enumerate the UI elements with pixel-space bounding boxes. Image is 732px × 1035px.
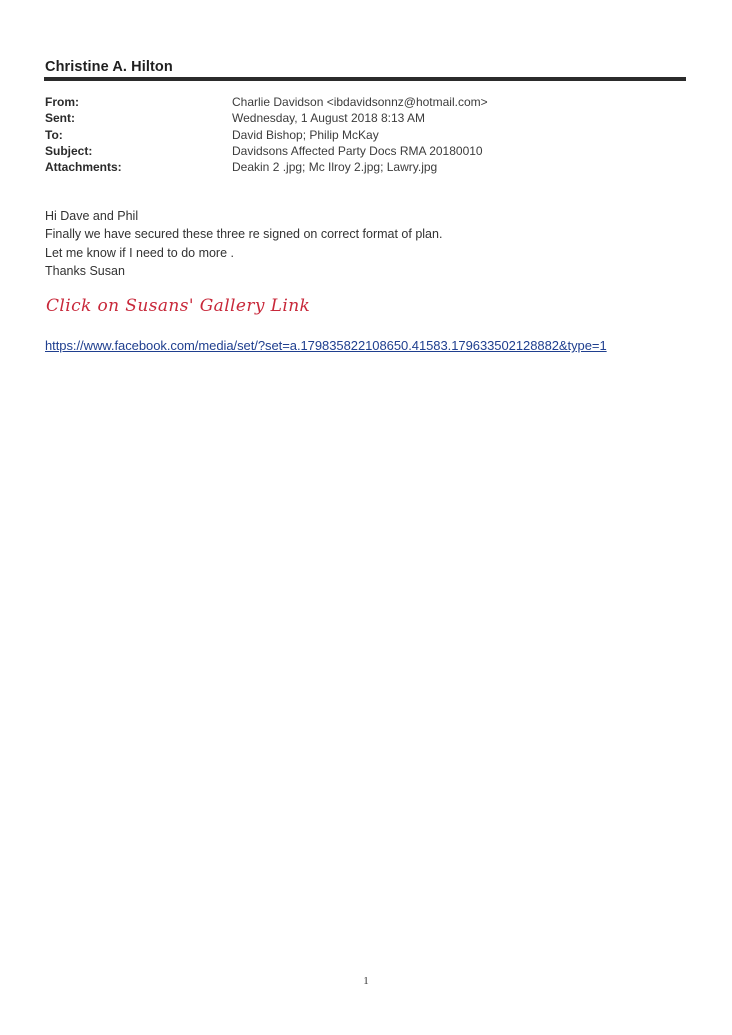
- body-line-signoff: Thanks Susan: [45, 263, 125, 278]
- meta-label-sent: Sent:: [45, 111, 75, 126]
- gallery-link-caption: Click on Susans' Gallery Link: [46, 296, 311, 316]
- sender-heading: Christine A. Hilton: [45, 59, 173, 75]
- meta-row-to: [45, 127, 685, 143]
- meta-row-from: [45, 94, 685, 110]
- meta-row-sent: [45, 110, 685, 126]
- body-line-request: Let me know if I need to do more .: [45, 245, 234, 260]
- meta-value-from: Charlie Davidson <ibdavidsonnz@hotmail.com>: [232, 95, 488, 109]
- email-metadata: [45, 94, 685, 175]
- meta-row-subject: [45, 143, 685, 159]
- meta-value-sent: Wednesday, 1 August 2018 8:13 AM: [232, 111, 426, 126]
- meta-label-to: To:: [45, 127, 63, 142]
- facebook-gallery-link[interactable]: https://www.facebook.com/media/set/?set=a.179835822108650.41583.179633502128882&type=1: [45, 338, 607, 353]
- meta-row-attachments: [45, 159, 685, 175]
- body-line-greeting: Hi Dave and Phil: [45, 209, 139, 223]
- meta-label-subject: Subject:: [45, 143, 93, 158]
- page-number: 1: [363, 975, 369, 987]
- meta-value-to: David Bishop; Philip McKay: [232, 127, 379, 142]
- header-rule: [44, 77, 686, 81]
- meta-value-subject: Davidsons Affected Party Docs RMA 20180010: [232, 143, 483, 158]
- meta-label-attachments: Attachments:: [45, 160, 122, 175]
- meta-value-attachments: Deakin 2 .jpg; Mc Ilroy 2.jpg; Lawry.jpg: [232, 160, 438, 175]
- body-line-message: Finally we have secured these three re signed on correct format of plan.: [45, 227, 443, 242]
- meta-label-from: From:: [45, 95, 79, 109]
- email-body: [45, 207, 442, 280]
